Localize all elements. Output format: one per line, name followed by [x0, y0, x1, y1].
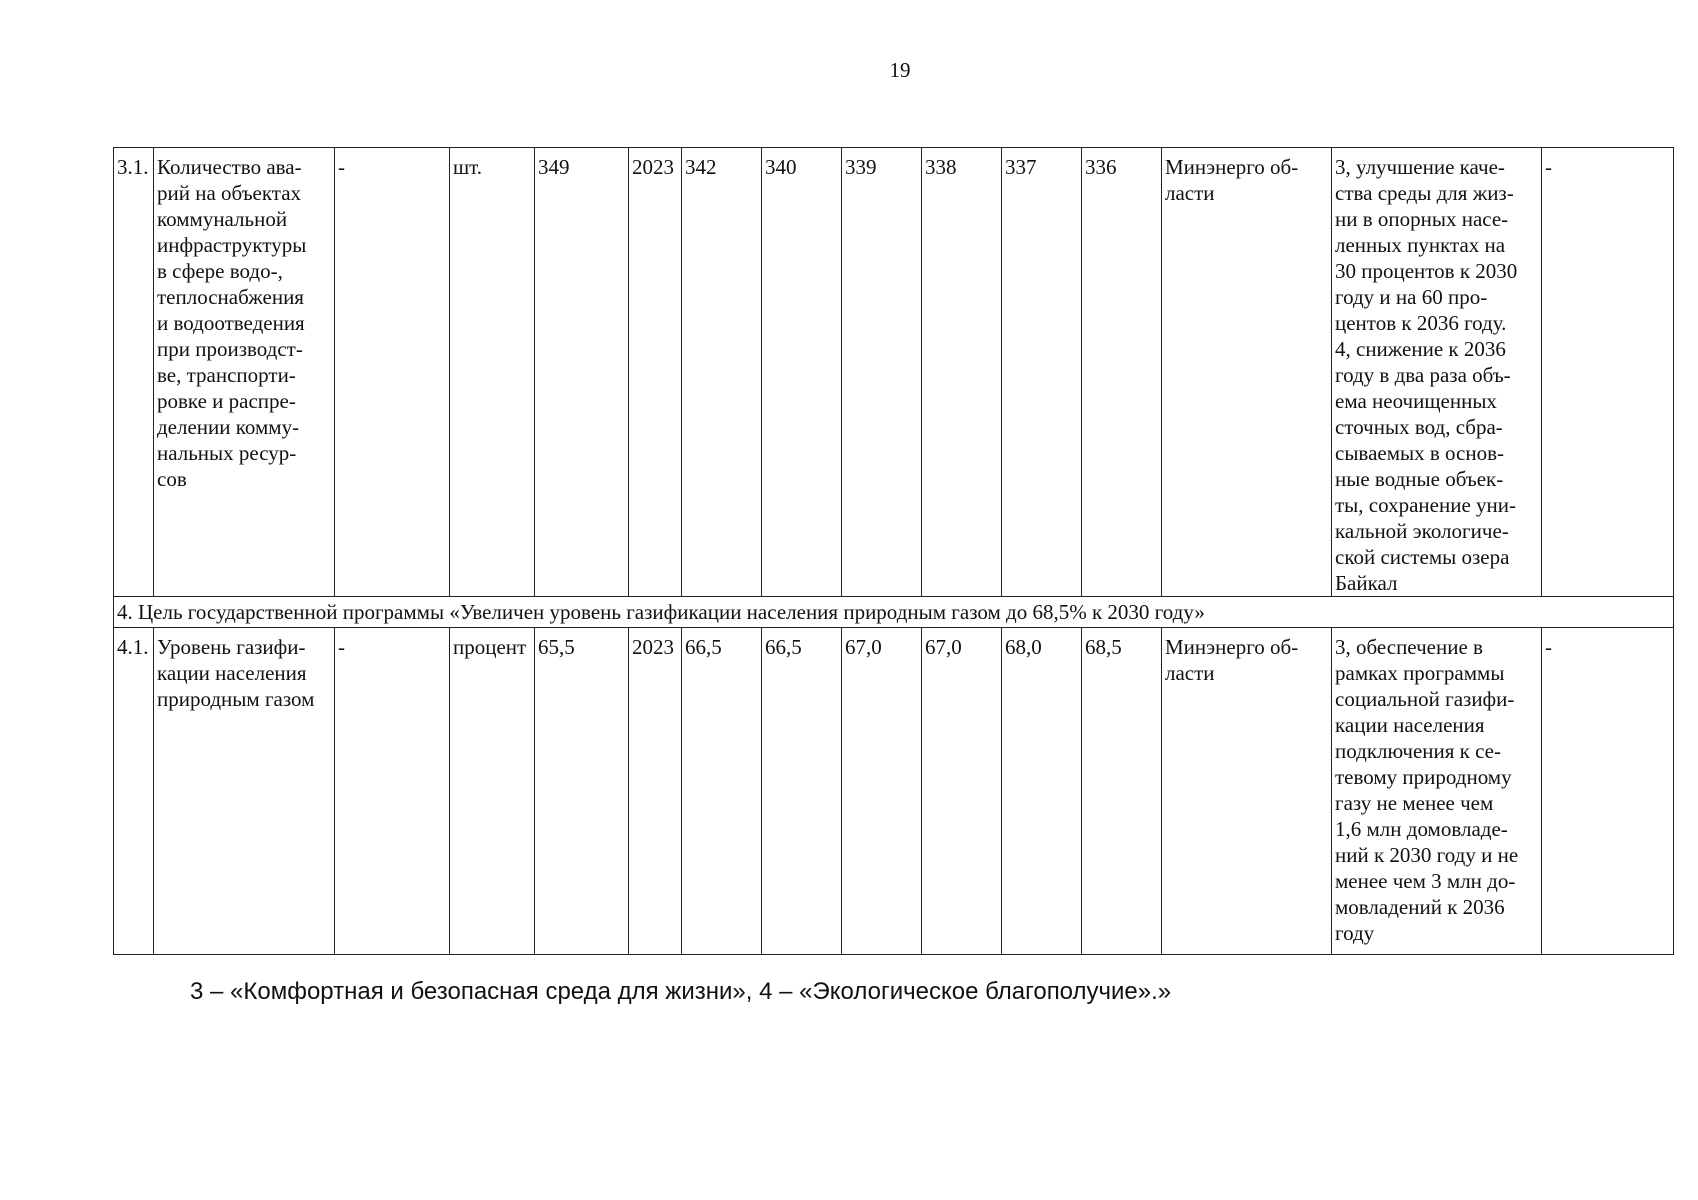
value-cell: 67,0	[842, 628, 922, 955]
value-cell: 340	[762, 148, 842, 597]
row-number: 4.1.	[114, 628, 154, 955]
goal-text: 4. Цель государственной программы «Увеличен уровень газификации населения природным газом до 68,5% к 2030 году»	[114, 597, 1674, 628]
table-row	[114, 148, 1674, 597]
base-year: 2023	[629, 628, 682, 955]
value-cell: 66,5	[762, 628, 842, 955]
value-cell: 67,0	[922, 628, 1002, 955]
value-cell: 338	[922, 148, 1002, 597]
row-number: 3.1.	[114, 148, 154, 597]
base-value: 65,5	[535, 628, 629, 955]
cell-dash: -	[335, 628, 450, 955]
unit-cell: процент	[450, 628, 535, 955]
table-row	[114, 628, 1674, 955]
value-cell: 339	[842, 148, 922, 597]
value-cell: 66,5	[682, 628, 762, 955]
value-cell: 68,0	[1002, 628, 1082, 955]
responsible-cell: Минэнерго об- ласти	[1162, 148, 1332, 597]
indicator-name: Уровень газифи- кации населения природным газом	[154, 628, 335, 955]
base-year: 2023	[629, 148, 682, 597]
link-cell: 3, улучшение каче- ства среды для жиз- ни в опорных насе- ленных пунктах на 30 процентов к 2030 году и на 60 про- центов к 2036 году. 4, снижение к 2036 году в два раза объ- ема неочищенных сточных вод, сбра- сываемых в основ- ные водные объек- ты, сохранение уни- кальной экологиче- ской системы озера Байкал	[1332, 148, 1542, 597]
goal-row	[114, 597, 1674, 628]
value-cell: 68,5	[1082, 628, 1162, 955]
link-cell: 3, обеспечение в рамках программы социальной газифи- кации населения подключения к се- тевому природному газу не менее чем 1,6 млн домовладе- ний к 2030 году и не менее чем 3 млн до- мовладений к 2036 году	[1332, 628, 1542, 955]
value-cell: 342	[682, 148, 762, 597]
base-value: 349	[535, 148, 629, 597]
cell-dash: -	[1542, 628, 1674, 955]
page-number: 19	[889, 58, 911, 82]
value-cell: 336	[1082, 148, 1162, 597]
indicators-table	[113, 147, 1674, 955]
footnote: 3 – «Комфортная и безопасная среда для жизни», 4 – «Экологическое благополучие».»	[190, 978, 1172, 1005]
cell-dash: -	[1542, 148, 1674, 597]
unit-cell: шт.	[450, 148, 535, 597]
responsible-cell: Минэнерго об- ласти	[1162, 628, 1332, 955]
value-cell: 337	[1002, 148, 1082, 597]
indicator-name: Количество ава- рий на объектах коммунальной инфраструктуры в сфере водо-, теплоснабжения и водоотведения при производст- ве, транспорти- ровке и распре- делении комму- нальных ресур- сов	[154, 148, 335, 597]
cell-dash: -	[335, 148, 450, 597]
